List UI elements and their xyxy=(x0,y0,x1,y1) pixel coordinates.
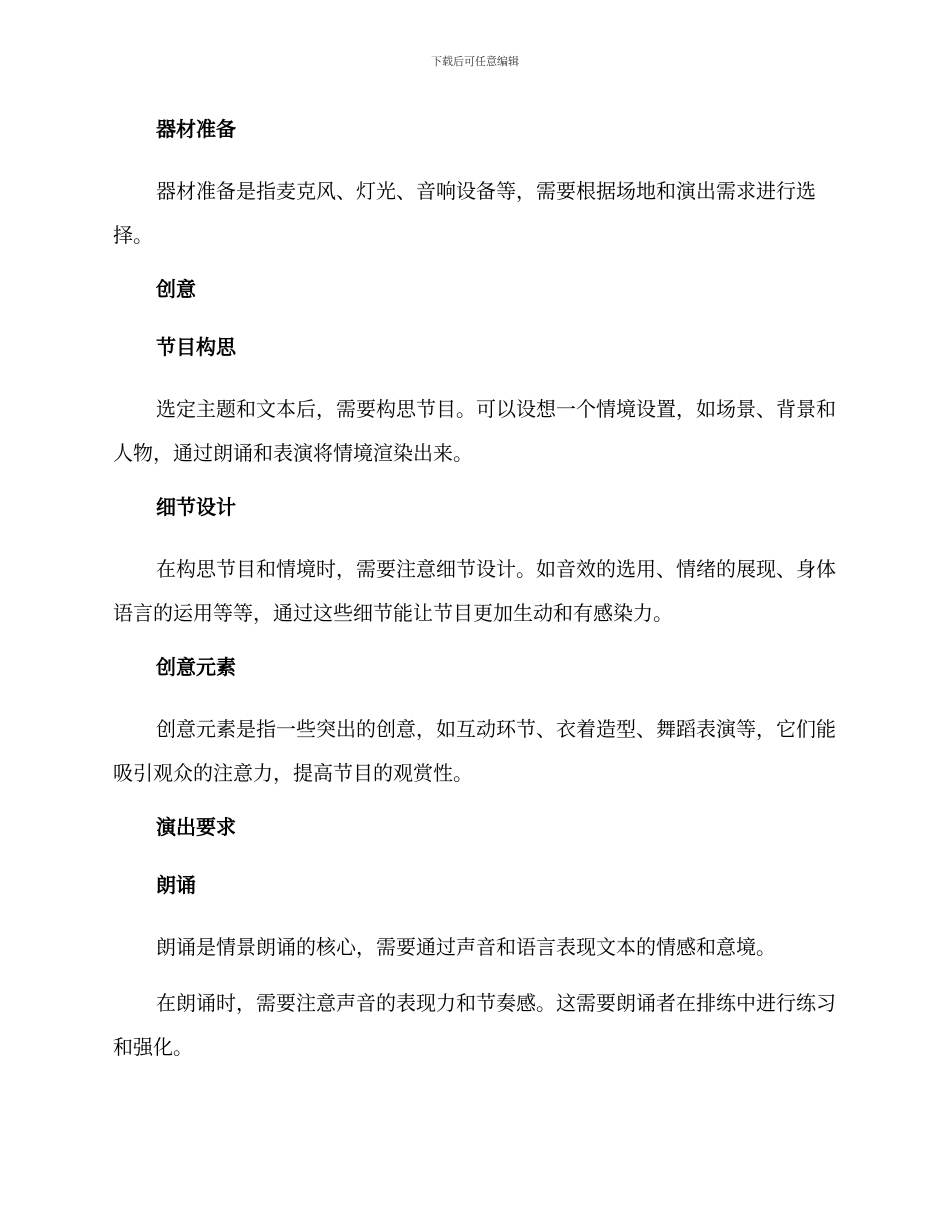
paragraph-program-concept: 选定主题和文本后，需要构思节目。可以设想一个情境设置，如场景、背景和人物，通过朗诵和表演将情境渲染出来。 xyxy=(113,397,836,465)
paragraph-recitation-core: 朗诵是情景朗诵的核心，需要通过声音和语言表现文本的情感和意境。 xyxy=(156,935,776,959)
paragraph-equipment: 器材准备是指麦克风、灯光、音响设备等，需要根据场地和演出需求进行选择。 xyxy=(113,179,816,247)
section-heading-program-concept: 节目构思 xyxy=(156,335,236,359)
paragraph-detail-design: 在构思节目和情境时，需要注意细节设计。如音效的选用、情绪的展现、身体语言的运用等等，通过这些细节能让节目更加生动和有感染力。 xyxy=(113,557,836,625)
page-header-note: 下载后可任意编辑 xyxy=(431,55,519,68)
section-heading-creativity: 创意 xyxy=(156,277,196,301)
section-heading-creative-elements: 创意元素 xyxy=(156,655,236,679)
paragraph-creative-elements: 创意元素是指一些突出的创意，如互动环节、衣着造型、舞蹈表演等，它们能吸引观众的注意力，提高节目的观赏性。 xyxy=(113,717,836,785)
paragraph-recitation-practice: 在朗诵时，需要注意声音的表现力和节奏感。这需要朗诵者在排练中进行练习和强化。 xyxy=(113,991,836,1059)
section-heading-recitation: 朗诵 xyxy=(156,873,196,897)
document-body xyxy=(113,111,838,1083)
section-heading-equipment: 器材准备 xyxy=(156,117,236,141)
section-heading-detail-design: 细节设计 xyxy=(156,495,236,519)
section-heading-performance-requirements: 演出要求 xyxy=(156,815,236,839)
